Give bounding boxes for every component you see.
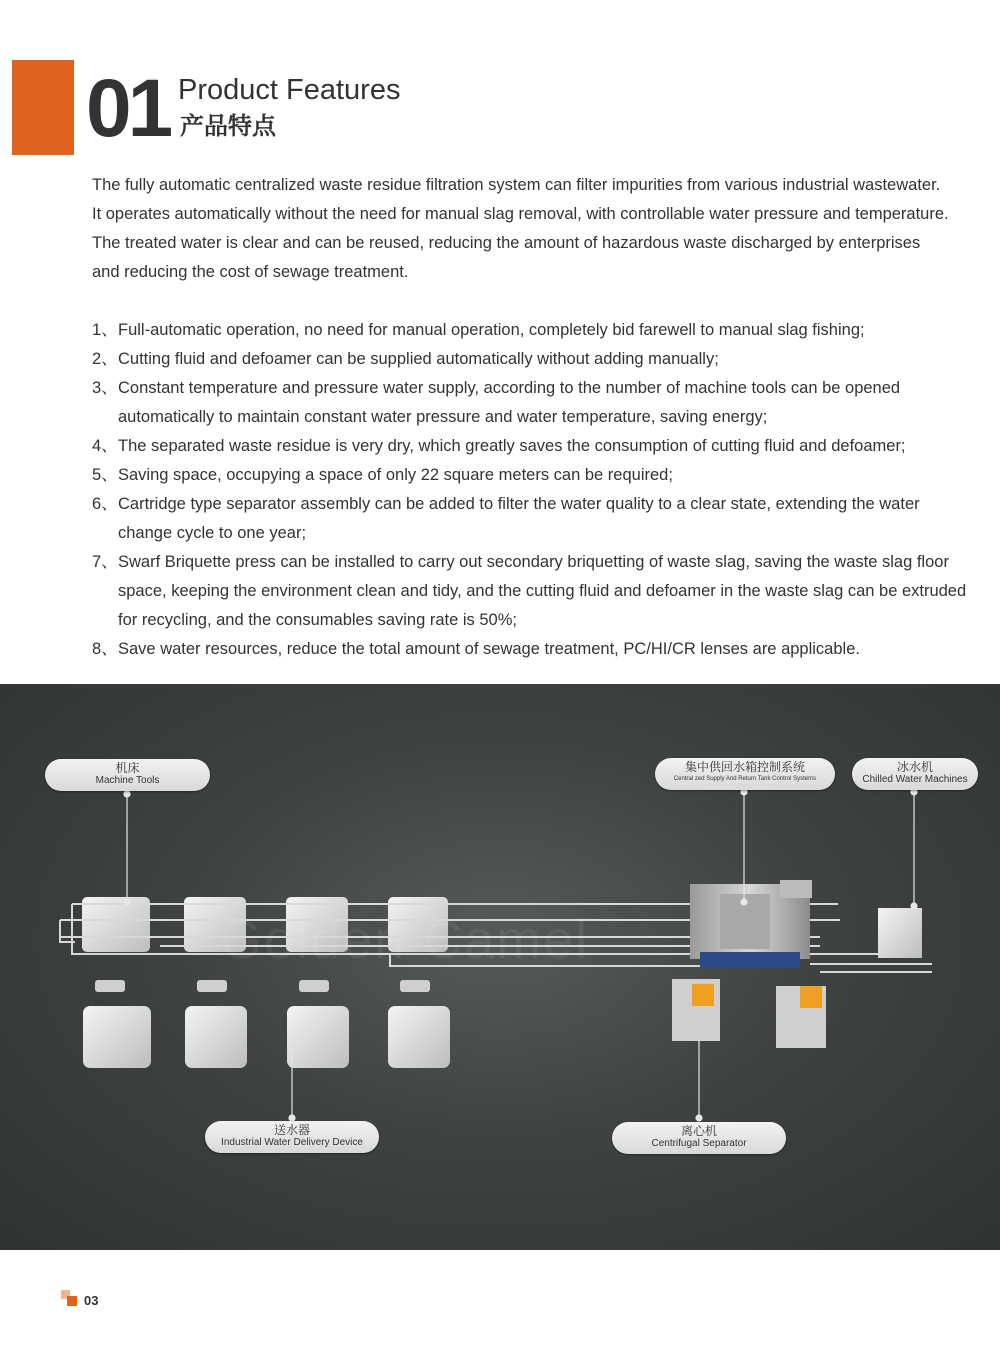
page-marker-icon (61, 1290, 77, 1306)
chiller-unit (878, 908, 922, 958)
feature-text: Constant temperature and pressure water supply, according to the number of machine tools can be opened automatically to maintain constant water pressure and water temperature, saving energy; (118, 379, 901, 426)
feature-item (92, 432, 972, 461)
feature-number: 8、 (92, 640, 118, 658)
feature-number: 2、 (92, 350, 118, 368)
intro-paragraph: The fully automatic centralized waste residue filtration system can filter impurities from various industrial wastewater. It operates automatically without the need for manual slag removal, with controllable water pressure and temperature. The treated water is clear and can be reused, reducing the amount of hazardous waste discharged by enterprises and reducing the cost of sewage treatment. (92, 176, 949, 281)
feature-text: The separated waste residue is very dry, which greatly saves the consumption of cutting fluid and defoamer; (118, 437, 906, 455)
label-control-system-cn: 集中供回水箱控制系统 (684, 760, 805, 774)
feature-list (92, 316, 972, 664)
feature-item (92, 316, 972, 345)
label-centrifuge-cn: 离心机 (680, 1124, 717, 1138)
feature-text: Cutting fluid and defoamer can be supplied automatically without adding manually; (118, 350, 719, 368)
feature-item (92, 374, 972, 432)
label-centrifuge-en: Centrifugal Separator (651, 1138, 747, 1149)
centrifuge-units (672, 979, 826, 1048)
feature-item (92, 548, 972, 635)
control-tank (690, 880, 812, 968)
feature-item (92, 461, 972, 490)
feature-item (92, 490, 972, 548)
label-centrifuge (612, 1122, 786, 1154)
feature-number: 6、 (92, 495, 118, 513)
feature-number: 5、 (92, 466, 118, 484)
feature-text: Save water resources, reduce the total amount of sewage treatment, PC/HI/CR lenses are applicable. (118, 640, 860, 658)
feature-text: Full-automatic operation, no need for manual operation, completely bid farewell to manual slag fishing; (118, 321, 865, 339)
label-machine-tools-cn: 机床 (115, 761, 140, 775)
section-title-en: Product Features (178, 74, 401, 106)
section-title-cn: 产品特点 (180, 112, 276, 140)
feature-number: 1、 (92, 321, 118, 339)
feature-item (92, 345, 972, 374)
label-delivery-device-cn: 送水器 (273, 1123, 310, 1137)
label-chiller (852, 758, 978, 790)
label-machine-tools-en: Machine Tools (95, 775, 160, 786)
watermark: Golden Camel (220, 910, 590, 970)
feature-text: Saving space, occupying a space of only 22 square meters can be required; (118, 466, 673, 484)
feature-number: 3、 (92, 379, 118, 397)
label-chiller-cn: 冰水机 (896, 760, 933, 774)
feature-number: 7、 (92, 553, 118, 571)
label-delivery-device (205, 1121, 379, 1153)
system-diagram (0, 684, 1000, 1250)
section-number: 01 (86, 63, 170, 154)
section-accent-block (12, 60, 74, 155)
page-number: 03 (84, 1293, 99, 1308)
label-delivery-device-en: Industrial Water Delivery Device (221, 1137, 363, 1148)
label-control-system (655, 758, 835, 790)
label-chiller-en: Chilled Water Machines (862, 774, 968, 785)
feature-text: Swarf Briquette press can be installed to carry out secondary briquetting of waste slag, saving the waste slag floor space, keeping the environment clean and tidy, and the cutting fluid and defoamer in the waste slag can be extruded for recycling, and the consumables saving rate is 50%; (118, 553, 967, 629)
label-control-system-en: Central zed Supply And Return Tank Control Systems (673, 776, 817, 782)
label-machine-tools (45, 759, 210, 791)
feature-text: Cartridge type separator assembly can be added to filter the water quality to a clear state, extending the water change cycle to one year; (118, 495, 920, 542)
water-delivery-units (83, 980, 450, 1068)
feature-number: 4、 (92, 437, 118, 455)
feature-item (92, 635, 972, 664)
